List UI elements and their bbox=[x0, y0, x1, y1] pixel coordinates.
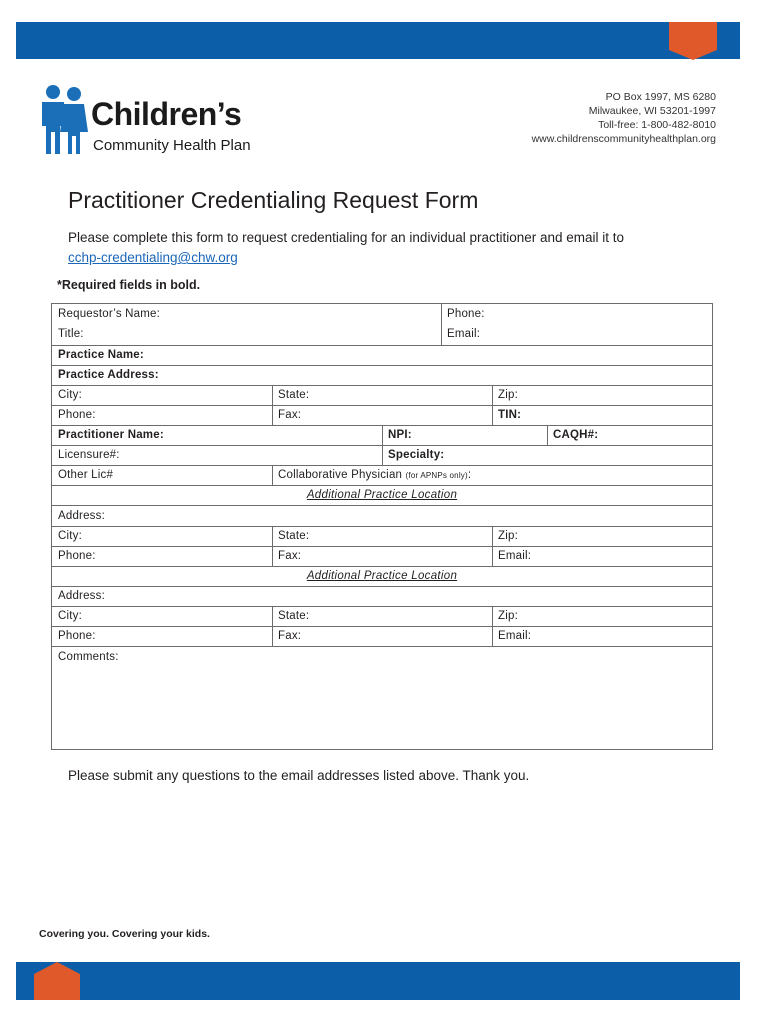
footer-banner bbox=[16, 962, 740, 1000]
org-name: Children’s bbox=[91, 96, 242, 132]
org-address bbox=[532, 90, 716, 146]
additional-address-field-2[interactable]: Address: bbox=[58, 590, 105, 602]
npi-field[interactable]: NPI: bbox=[388, 429, 412, 441]
practice-state-field[interactable]: State: bbox=[278, 389, 310, 401]
requestor-phone-field[interactable]: Phone: bbox=[447, 308, 485, 320]
footer-tab-icon bbox=[34, 962, 80, 1000]
children-figures-icon bbox=[36, 84, 92, 156]
closing-note: Please submit any questions to the email addresses listed above. Thank you. bbox=[68, 768, 530, 783]
header-banner bbox=[16, 22, 740, 59]
practice-name-field[interactable]: Practice Name: bbox=[58, 349, 144, 361]
form-title: Practitioner Credentialing Request Form bbox=[68, 187, 479, 213]
practice-address-field[interactable]: Practice Address: bbox=[58, 369, 159, 381]
requestor-name-field[interactable]: Requestor’s Name: bbox=[58, 308, 161, 320]
additional-location-heading-2: Additional Practice Location bbox=[306, 570, 458, 582]
practice-fax-field[interactable]: Fax: bbox=[278, 409, 302, 421]
additional-city-field[interactable]: City: bbox=[58, 530, 82, 542]
requestor-email-field[interactable]: Email: bbox=[447, 328, 481, 340]
collaborative-physician-field[interactable] bbox=[272, 466, 471, 481]
comments-field[interactable]: Comments: bbox=[58, 651, 119, 663]
credentialing-form bbox=[51, 303, 713, 750]
additional-city-field-2[interactable]: City: bbox=[58, 610, 82, 622]
additional-zip-field-2[interactable]: Zip: bbox=[498, 610, 518, 622]
address-line: PO Box 1997, MS 6280 bbox=[605, 91, 716, 103]
practice-phone-field[interactable]: Phone: bbox=[58, 409, 96, 421]
additional-phone-field[interactable]: Phone: bbox=[58, 550, 96, 562]
practice-tin-field[interactable]: TIN: bbox=[498, 409, 522, 421]
practice-zip-field[interactable]: Zip: bbox=[498, 389, 518, 401]
additional-state-field-2[interactable]: State: bbox=[278, 610, 310, 622]
website-link[interactable]: www.childrenscommunityhealthplan.org bbox=[531, 133, 716, 145]
collaborative-physician-label: Collaborative Physician bbox=[278, 469, 403, 481]
additional-zip-field[interactable]: Zip: bbox=[498, 530, 518, 542]
practice-city-field[interactable]: City: bbox=[58, 389, 82, 401]
org-logo bbox=[36, 84, 276, 158]
licensure-field[interactable]: Licensure#: bbox=[58, 449, 120, 461]
other-license-field[interactable]: Other Lic# bbox=[58, 469, 114, 481]
additional-email-field-2[interactable]: Email: bbox=[498, 630, 532, 642]
additional-fax-field[interactable]: Fax: bbox=[278, 550, 302, 562]
address-line: Toll-free: 1-800-482-8010 bbox=[598, 119, 716, 131]
additional-phone-field-2[interactable]: Phone: bbox=[58, 630, 96, 642]
org-subtitle: Community Health Plan bbox=[93, 137, 251, 154]
requestor-title-field[interactable]: Title: bbox=[58, 328, 84, 340]
specialty-field[interactable]: Specialty: bbox=[388, 449, 445, 461]
header-tab-icon bbox=[669, 22, 717, 60]
label-colon: : bbox=[467, 469, 472, 481]
form-instructions bbox=[68, 228, 718, 268]
additional-address-field[interactable]: Address: bbox=[58, 510, 105, 522]
caqh-field[interactable]: CAQH#: bbox=[553, 429, 599, 441]
credentialing-email-link[interactable]: cchp-credentialing@chw.org bbox=[68, 250, 238, 265]
tagline: Covering you. Covering your kids. bbox=[39, 928, 210, 940]
apnp-note: (for APNPs only) bbox=[405, 471, 468, 480]
required-fields-note: *Required fields in bold. bbox=[57, 278, 201, 292]
additional-location-heading: Additional Practice Location bbox=[306, 489, 458, 501]
additional-state-field[interactable]: State: bbox=[278, 530, 310, 542]
practitioner-name-field[interactable]: Practitioner Name: bbox=[58, 429, 164, 441]
instructions-text: Please complete this form to request credentialing for an individual practitioner and email it to bbox=[68, 230, 625, 245]
additional-email-field[interactable]: Email: bbox=[498, 550, 532, 562]
additional-fax-field-2[interactable]: Fax: bbox=[278, 630, 302, 642]
address-line: Milwaukee, WI 53201-1997 bbox=[588, 105, 716, 117]
